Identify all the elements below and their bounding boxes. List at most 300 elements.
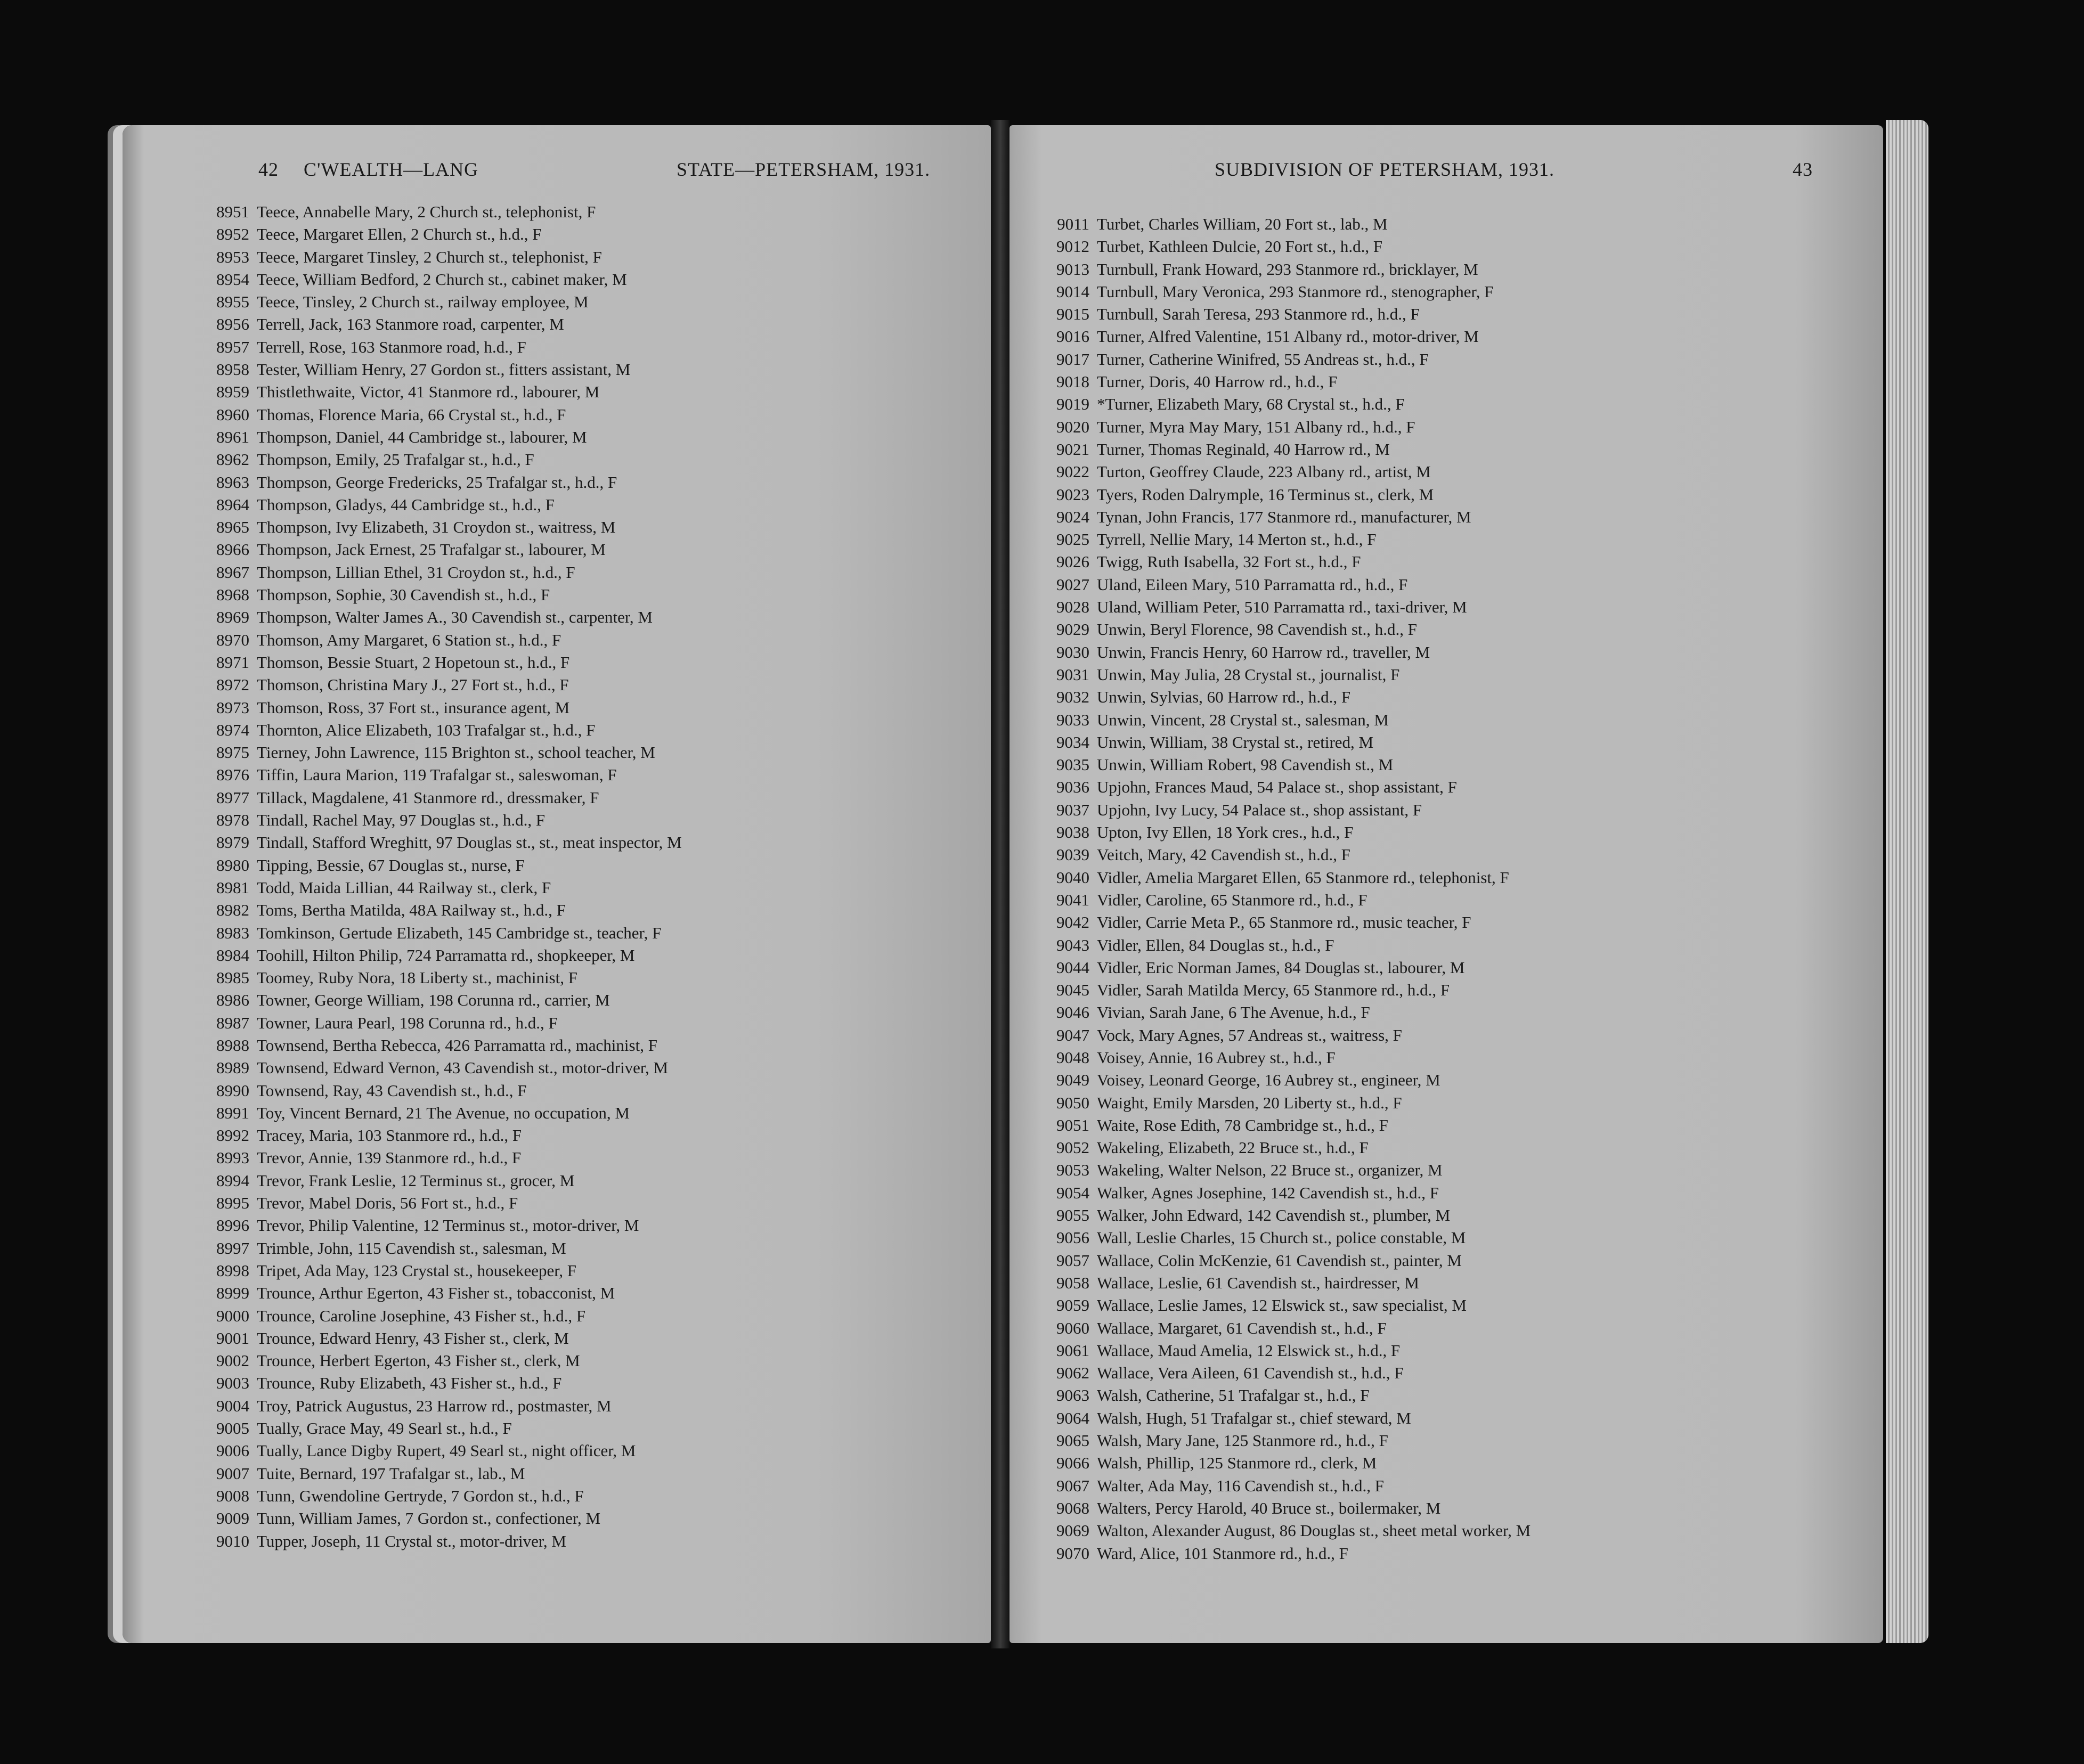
- book-gutter: [991, 120, 1010, 1648]
- entry-number: 9036: [1056, 778, 1089, 797]
- entry-number: 9001: [216, 1328, 249, 1348]
- list-item: [1041, 799, 1883, 821]
- list-item: [1041, 551, 1883, 573]
- entry-text: Tuite, Bernard, 197 Trafalgar st., lab., M: [257, 1464, 525, 1483]
- list-item: [201, 1124, 991, 1147]
- list-item: [1041, 889, 1883, 911]
- entry-text: Thompson, Daniel, 44 Cambridge st., labourer, M: [257, 427, 587, 446]
- entry-number: 8984: [216, 945, 249, 965]
- list-item: [201, 651, 991, 674]
- left-page: [123, 125, 991, 1643]
- list-item: [201, 1463, 991, 1485]
- entry-text: Turner, Alfred Valentine, 151 Albany rd., motor-driver, M: [1097, 327, 1479, 346]
- entry-number: 8987: [216, 1013, 249, 1032]
- list-item: [1041, 574, 1883, 596]
- entry-number: 9070: [1056, 1544, 1089, 1563]
- entry-number: 8957: [216, 337, 249, 356]
- entry-number: 9054: [1056, 1183, 1089, 1202]
- entry-number: 8969: [216, 608, 249, 627]
- list-item: [201, 1147, 991, 1169]
- list-item: [201, 1012, 991, 1034]
- list-item: [201, 1282, 991, 1304]
- entry-number: 8999: [216, 1284, 249, 1303]
- list-item: [1041, 618, 1883, 641]
- entry-number: 9022: [1056, 462, 1089, 481]
- entry-number: 9059: [1056, 1296, 1089, 1315]
- entry-number: 9061: [1056, 1341, 1089, 1360]
- entry-number: 9037: [1056, 800, 1089, 819]
- entry-text: Thompson, Sophie, 30 Cavendish st., h.d., F: [257, 585, 550, 605]
- list-item: [201, 494, 991, 516]
- list-item: [201, 989, 991, 1011]
- entry-text: Turnbull, Mary Veronica, 293 Stanmore rd., stenographer, F: [1097, 282, 1494, 301]
- list-item: [1041, 1137, 1883, 1159]
- entry-number: 8965: [216, 518, 249, 537]
- entry-text: Turner, Thomas Reginald, 40 Harrow rd., M: [1097, 439, 1390, 459]
- list-item: [1041, 1430, 1883, 1452]
- electoral-roll-list: [1041, 213, 1883, 1565]
- entry-number: 8961: [216, 427, 249, 446]
- entry-text: Thompson, Jack Ernest, 25 Trafalgar st., labourer, M: [257, 540, 606, 559]
- list-item: [201, 764, 991, 786]
- list-item: [201, 1395, 991, 1417]
- entry-text: Waight, Emily Marsden, 20 Liberty st., h.d., F: [1097, 1093, 1402, 1112]
- entry-number: 8986: [216, 991, 249, 1010]
- entry-text: Thistlethwaite, Victor, 41 Stanmore rd., labourer, M: [257, 382, 600, 402]
- entry-number: 9013: [1056, 259, 1089, 279]
- entry-number: 9029: [1056, 620, 1089, 639]
- list-item: [201, 336, 991, 358]
- header-title: SUBDIVISION OF PETERSHAM, 1931.: [1215, 159, 1555, 180]
- list-item: [201, 967, 991, 989]
- entry-text: Turner, Myra May Mary, 151 Albany rd., h.d., F: [1097, 417, 1415, 436]
- electoral-roll-list: [201, 201, 991, 1553]
- entry-text: Tester, William Henry, 27 Gordon st., fitters assistant, M: [257, 360, 631, 379]
- list-item: [201, 697, 991, 719]
- list-item: [201, 899, 991, 921]
- entry-number: 9062: [1056, 1363, 1089, 1383]
- entry-text: Tyrrell, Nellie Mary, 14 Merton st., h.d., F: [1097, 530, 1377, 549]
- list-item: [1041, 1317, 1883, 1340]
- entry-number: 9047: [1056, 1025, 1089, 1044]
- entry-number: 9033: [1056, 710, 1089, 729]
- entry-number: 8990: [216, 1081, 249, 1100]
- list-item: [201, 1305, 991, 1327]
- entry-number: 8996: [216, 1216, 249, 1235]
- entry-number: 8998: [216, 1261, 249, 1280]
- entry-text: Tunn, William James, 7 Gordon st., confectioner, M: [257, 1509, 601, 1528]
- list-item: [1041, 258, 1883, 281]
- entry-number: 9040: [1056, 868, 1089, 887]
- entry-number: 9038: [1056, 823, 1089, 842]
- list-item: [201, 1170, 991, 1192]
- entry-text: Teece, Annabelle Mary, 2 Church st., telephonist, F: [257, 202, 596, 221]
- list-item: [201, 1350, 991, 1372]
- entry-text: Tupper, Joseph, 11 Crystal st., motor-driver, M: [257, 1531, 566, 1550]
- entry-number: 8977: [216, 788, 249, 807]
- entry-number: 8972: [216, 675, 249, 695]
- entry-text: Walsh, Mary Jane, 125 Stanmore rd., h.d., F: [1097, 1431, 1388, 1450]
- entry-text: Trounce, Edward Henry, 43 Fisher st., clerk, M: [257, 1328, 569, 1348]
- list-item: [1041, 979, 1883, 1001]
- list-item: [1041, 1452, 1883, 1474]
- entry-text: Uland, Eileen Mary, 510 Parramatta rd., h.d., F: [1097, 575, 1408, 594]
- list-item: [201, 471, 991, 494]
- list-item: [1041, 303, 1883, 325]
- entry-text: Tomkinson, Gertude Elizabeth, 145 Cambridge st., teacher, F: [257, 923, 662, 942]
- entry-text: Trounce, Arthur Egerton, 43 Fisher st., tobacconist, M: [257, 1284, 615, 1303]
- entry-text: Unwin, May Julia, 28 Crystal st., journalist, F: [1097, 665, 1400, 684]
- entry-number: 9067: [1056, 1476, 1089, 1495]
- entry-number: 8991: [216, 1103, 249, 1122]
- entry-text: Trevor, Annie, 139 Stanmore rd., h.d., F: [257, 1148, 522, 1167]
- entry-text: Tyers, Roden Dalrymple, 16 Terminus st., clerk, M: [1097, 485, 1434, 504]
- entry-number: 8958: [216, 360, 249, 379]
- entry-text: Teece, William Bedford, 2 Church st., cabinet maker, M: [257, 270, 627, 289]
- entry-text: Upjohn, Frances Maud, 54 Palace st., shop assistant, F: [1097, 778, 1457, 797]
- list-item: [201, 1260, 991, 1282]
- entry-number: 9027: [1056, 575, 1089, 594]
- list-item: [201, 1440, 991, 1462]
- list-item: [201, 313, 991, 336]
- entry-number: 9015: [1056, 305, 1089, 324]
- list-item: [1041, 325, 1883, 348]
- entry-number: 9025: [1056, 530, 1089, 549]
- list-item: [201, 809, 991, 831]
- entry-number: 8954: [216, 270, 249, 289]
- entry-text: Teece, Tinsley, 2 Church st., railway employee, M: [257, 292, 589, 312]
- entry-number: 8964: [216, 495, 249, 514]
- entry-number: 8976: [216, 765, 249, 785]
- list-item: [1041, 484, 1883, 506]
- list-item: [201, 448, 991, 471]
- entry-text: Turner, Doris, 40 Harrow rd., h.d., F: [1097, 372, 1338, 391]
- right-page-header: [1010, 158, 1883, 190]
- entry-number: 9049: [1056, 1071, 1089, 1090]
- entry-text: Voisey, Leonard George, 16 Aubrey st., engineer, M: [1097, 1071, 1440, 1090]
- entry-number: 8985: [216, 968, 249, 987]
- list-item: [1041, 844, 1883, 866]
- page-number: 42: [258, 159, 279, 180]
- list-item: [1041, 393, 1883, 415]
- entry-number: 9035: [1056, 755, 1089, 774]
- entry-number: 8966: [216, 540, 249, 559]
- entry-text: Wakeling, Walter Nelson, 22 Bruce st., organizer, M: [1097, 1161, 1443, 1180]
- entry-text: Turton, Geoffrey Claude, 223 Albany rd., artist, M: [1097, 462, 1431, 481]
- list-item: [1041, 1497, 1883, 1520]
- entry-text: Vock, Mary Agnes, 57 Andreas st., waitress, F: [1097, 1025, 1402, 1044]
- list-item: [1041, 528, 1883, 551]
- entry-text: Unwin, Francis Henry, 60 Harrow rd., traveller, M: [1097, 642, 1430, 662]
- list-item: [1041, 1407, 1883, 1430]
- list-item: [201, 1214, 991, 1237]
- list-item: [201, 426, 991, 448]
- list-item: [201, 1530, 991, 1553]
- list-item: [201, 1327, 991, 1350]
- entry-number: 8960: [216, 405, 249, 424]
- list-item: [201, 1034, 991, 1057]
- list-item: [201, 1192, 991, 1214]
- entry-number: 8994: [216, 1171, 249, 1190]
- entry-text: Tunn, Gwendoline Gertryde, 7 Gordon st., h.d., F: [257, 1486, 584, 1505]
- entry-text: Upton, Ivy Ellen, 18 York cres., h.d., F: [1097, 823, 1354, 842]
- entry-text: Walsh, Hugh, 51 Trafalgar st., chief steward, M: [1097, 1408, 1411, 1427]
- entry-text: Townsend, Bertha Rebecca, 426 Parramatta rd., machinist, F: [257, 1035, 657, 1055]
- entry-number: 9010: [216, 1531, 249, 1550]
- list-item: [201, 381, 991, 403]
- list-item: [1041, 371, 1883, 393]
- entry-text: Thompson, Walter James A., 30 Cavendish st., carpenter, M: [257, 608, 653, 627]
- list-item: [1041, 957, 1883, 979]
- entry-text: Thompson, Lillian Ethel, 31 Croydon st., h.d., F: [257, 562, 575, 582]
- list-item: [1041, 1114, 1883, 1137]
- entry-text: Tindall, Stafford Wreghitt, 97 Douglas st., st., meat inspector, M: [257, 833, 682, 852]
- list-item: [201, 584, 991, 606]
- entry-number: 9045: [1056, 981, 1089, 1000]
- entry-text: Turner, Catherine Winifred, 55 Andreas st., h.d., F: [1097, 349, 1429, 369]
- entry-text: Wakeling, Elizabeth, 22 Bruce st., h.d., F: [1097, 1138, 1369, 1157]
- list-item: [1041, 821, 1883, 844]
- entry-text: Wallace, Colin McKenzie, 61 Cavendish st., painter, M: [1097, 1251, 1462, 1270]
- entry-text: Thompson, Emily, 25 Trafalgar st., h.d., F: [257, 450, 534, 469]
- entry-number: 9020: [1056, 417, 1089, 436]
- entry-number: 8993: [216, 1148, 249, 1167]
- entry-number: 9008: [216, 1486, 249, 1505]
- entry-text: Vidler, Sarah Matilda Mercy, 65 Stanmore rd., h.d., F: [1097, 981, 1450, 1000]
- entry-text: Voisey, Annie, 16 Aubrey st., h.d., F: [1097, 1048, 1336, 1067]
- list-item: [1041, 596, 1883, 618]
- entry-text: Toms, Bertha Matilda, 48A Railway st., h.d., F: [257, 901, 566, 920]
- list-item: [1041, 709, 1883, 731]
- list-item: [1041, 1250, 1883, 1272]
- entry-text: Unwin, William, 38 Crystal st., retired, M: [1097, 732, 1374, 752]
- entry-number: 9043: [1056, 935, 1089, 954]
- entry-number: 9064: [1056, 1408, 1089, 1427]
- list-item: [1041, 1340, 1883, 1362]
- entry-number: 9050: [1056, 1093, 1089, 1112]
- list-item: [1041, 438, 1883, 461]
- entry-number: 8956: [216, 315, 249, 334]
- entry-text: Tillack, Magdalene, 41 Stanmore rd., dressmaker, F: [257, 788, 599, 807]
- entry-text: Thomas, Florence Maria, 66 Crystal st., h.d., F: [257, 405, 566, 424]
- entry-number: 8955: [216, 292, 249, 312]
- entry-number: 9005: [216, 1419, 249, 1438]
- entry-number: 9044: [1056, 958, 1089, 977]
- list-item: [1041, 1047, 1883, 1069]
- list-item: [201, 223, 991, 246]
- list-item: [1041, 416, 1883, 438]
- entry-text: Walters, Percy Harold, 40 Bruce st., boilermaker, M: [1097, 1498, 1441, 1517]
- list-item: [201, 831, 991, 854]
- entry-number: 9028: [1056, 598, 1089, 617]
- entry-text: Wallace, Vera Aileen, 61 Cavendish st., h.d., F: [1097, 1363, 1404, 1383]
- page-number: 43: [1793, 159, 1813, 180]
- entry-text: Toy, Vincent Bernard, 21 The Avenue, no occupation, M: [257, 1103, 630, 1122]
- list-item: [1041, 1159, 1883, 1181]
- entry-number: 9000: [216, 1306, 249, 1325]
- entry-number: 8963: [216, 472, 249, 492]
- list-item: [1041, 867, 1883, 889]
- entry-number: 9052: [1056, 1138, 1089, 1157]
- list-item: [201, 674, 991, 696]
- list-item: [1041, 1294, 1883, 1317]
- entry-text: Toomey, Ruby Nora, 18 Liberty st., machinist, F: [257, 968, 577, 987]
- list-item: [1041, 461, 1883, 483]
- entry-number: 8992: [216, 1126, 249, 1145]
- list-item: [201, 1102, 991, 1124]
- list-item: [1041, 754, 1883, 776]
- entry-text: Walton, Alexander August, 86 Douglas st., sheet metal worker, M: [1097, 1521, 1531, 1540]
- entry-text: Teece, Margaret Ellen, 2 Church st., h.d., F: [257, 225, 542, 244]
- entry-number: 8988: [216, 1035, 249, 1055]
- entry-text: Thornton, Alice Elizabeth, 103 Trafalgar st., h.d., F: [257, 720, 596, 739]
- entry-text: Turbet, Charles William, 20 Fort st., lab., M: [1097, 215, 1388, 233]
- entry-number: 8952: [216, 225, 249, 244]
- entry-text: Vidler, Caroline, 65 Stanmore rd., h.d., F: [1097, 890, 1367, 909]
- entry-text: Turnbull, Frank Howard, 293 Stanmore rd., bricklayer, M: [1097, 259, 1478, 279]
- page-stack-edge: [1886, 120, 1928, 1643]
- entry-text: Townsend, Ray, 43 Cavendish st., h.d., F: [257, 1081, 527, 1100]
- list-item: [201, 291, 991, 313]
- entry-text: Vidler, Ellen, 84 Douglas st., h.d., F: [1097, 935, 1334, 954]
- entry-text: Tierney, John Lawrence, 115 Brighton st., school teacher, M: [257, 743, 655, 762]
- entry-number: 8971: [216, 652, 249, 672]
- entry-number: 8983: [216, 923, 249, 942]
- entry-number: 8951: [216, 202, 249, 221]
- entry-text: Unwin, Beryl Florence, 98 Cavendish st., h.d., F: [1097, 620, 1418, 639]
- list-item: [201, 787, 991, 809]
- list-item: [201, 922, 991, 944]
- list-item: [201, 944, 991, 967]
- entry-number: 8975: [216, 743, 249, 762]
- entry-number: 9009: [216, 1509, 249, 1528]
- list-item: [201, 741, 991, 764]
- entry-number: 8974: [216, 720, 249, 739]
- entry-number: 9032: [1056, 688, 1089, 707]
- entry-number: 9014: [1056, 282, 1089, 301]
- list-item: [1041, 1272, 1883, 1294]
- entry-number: 8959: [216, 382, 249, 402]
- entry-text: Tindall, Rachel May, 97 Douglas st., h.d., F: [257, 811, 546, 830]
- entry-number: 9034: [1056, 732, 1089, 752]
- entry-number: 9026: [1056, 552, 1089, 571]
- entry-number: 9002: [216, 1351, 249, 1370]
- entry-text: Thompson, Ivy Elizabeth, 31 Croydon st., waitress, M: [257, 518, 616, 537]
- list-item: [1041, 1475, 1883, 1497]
- entry-number: 9004: [216, 1396, 249, 1415]
- entry-text: Turbet, Kathleen Dulcie, 20 Fort st., h.d., F: [1097, 237, 1383, 256]
- entry-text: Tynan, John Francis, 177 Stanmore rd., manufacturer, M: [1097, 507, 1471, 526]
- entry-number: 8967: [216, 562, 249, 582]
- entry-text: Walker, Agnes Josephine, 142 Cavendish st., h.d., F: [1097, 1183, 1439, 1202]
- entry-text: Tually, Grace May, 49 Searl st., h.d., F: [257, 1419, 512, 1438]
- entry-number: 8980: [216, 855, 249, 875]
- entry-text: Unwin, William Robert, 98 Cavendish st., M: [1097, 755, 1394, 774]
- entry-number: 8978: [216, 811, 249, 830]
- entry-number: 9012: [1056, 237, 1089, 256]
- list-item: [201, 719, 991, 741]
- entry-number: 8989: [216, 1058, 249, 1077]
- entry-text: Towner, George William, 198 Corunna rd., carrier, M: [257, 991, 610, 1010]
- entry-text: Teece, Margaret Tinsley, 2 Church st., telephonist, F: [257, 247, 602, 266]
- entry-text: Tiffin, Laura Marion, 119 Trafalgar st., saleswoman, F: [257, 765, 617, 785]
- list-item: [201, 1237, 991, 1260]
- list-item: [201, 606, 991, 628]
- entry-text: Towner, Laura Pearl, 198 Corunna rd., h.d., F: [257, 1013, 558, 1032]
- list-item: [1041, 1384, 1883, 1407]
- entry-number: 9066: [1056, 1453, 1089, 1473]
- entry-text: Veitch, Mary, 42 Cavendish st., h.d., F: [1097, 845, 1350, 864]
- entry-text: Thomson, Amy Margaret, 6 Station st., h.d., F: [257, 630, 561, 649]
- entry-text: Townsend, Edward Vernon, 43 Cavendish st., motor-driver, M: [257, 1058, 669, 1077]
- list-item: [1041, 506, 1883, 528]
- entry-text: Todd, Maida Lillian, 44 Railway st., clerk, F: [257, 878, 551, 897]
- entry-text: Vidler, Amelia Margaret Ellen, 65 Stanmore rd., telephonist, F: [1097, 868, 1509, 887]
- entry-number: 8995: [216, 1194, 249, 1213]
- entry-text: Walker, John Edward, 142 Cavendish st., plumber, M: [1097, 1206, 1451, 1225]
- entry-text: Tripet, Ada May, 123 Crystal st., housekeeper, F: [257, 1261, 577, 1280]
- entry-number: 8970: [216, 630, 249, 649]
- list-item: [1041, 1204, 1883, 1227]
- entry-text: Thomson, Christina Mary J., 27 Fort st., h.d., F: [257, 675, 569, 695]
- entry-number: 9048: [1056, 1048, 1089, 1067]
- entry-text: Trevor, Philip Valentine, 12 Terminus st., motor-driver, M: [257, 1216, 639, 1235]
- entry-number: 9041: [1056, 890, 1089, 909]
- entry-text: Wall, Leslie Charles, 15 Church st., police constable, M: [1097, 1228, 1466, 1247]
- entry-number: 9024: [1056, 507, 1089, 526]
- entry-number: 9046: [1056, 1003, 1089, 1022]
- list-item: [201, 877, 991, 899]
- entry-number: 9011: [1057, 215, 1089, 233]
- entry-text: Walsh, Phillip, 125 Stanmore rd., clerk, M: [1097, 1453, 1377, 1473]
- list-item: [1041, 348, 1883, 371]
- list-item: [201, 1080, 991, 1102]
- header-title: C'WEALTH—LANG: [304, 159, 479, 180]
- list-item: [201, 561, 991, 584]
- entry-text: Wallace, Leslie, 61 Cavendish st., hairdresser, M: [1097, 1273, 1419, 1292]
- entry-text: Wallace, Margaret, 61 Cavendish st., h.d., F: [1097, 1318, 1387, 1337]
- entry-number: 9051: [1056, 1115, 1089, 1134]
- list-item: [1041, 1069, 1883, 1091]
- entry-text: Turnbull, Sarah Teresa, 293 Stanmore rd., h.d., F: [1097, 305, 1420, 324]
- entry-text: Unwin, Sylvias, 60 Harrow rd., h.d., F: [1097, 688, 1351, 707]
- list-item: [1041, 776, 1883, 798]
- entry-text: Waite, Rose Edith, 78 Cambridge st., h.d., F: [1097, 1115, 1388, 1134]
- list-item: [201, 854, 991, 877]
- right-page: [1010, 125, 1883, 1643]
- list-item: [201, 1485, 991, 1507]
- list-item: [1041, 664, 1883, 686]
- entry-text: Tipping, Bessie, 67 Douglas st., nurse, F: [257, 855, 525, 875]
- entry-text: Thompson, Gladys, 44 Cambridge st., h.d., F: [257, 495, 555, 514]
- entry-number: 9056: [1056, 1228, 1089, 1247]
- list-item: [1041, 1542, 1883, 1565]
- list-item: [1041, 1227, 1883, 1249]
- list-item: [1041, 1362, 1883, 1384]
- entry-number: 9030: [1056, 642, 1089, 662]
- entry-number: 9068: [1056, 1498, 1089, 1517]
- entry-text: Twigg, Ruth Isabella, 32 Fort st., h.d., F: [1097, 552, 1361, 571]
- entry-text: Terrell, Rose, 163 Stanmore road, h.d., F: [257, 337, 526, 356]
- entry-number: 9023: [1056, 485, 1089, 504]
- entry-text: Walsh, Catherine, 51 Trafalgar st., h.d., F: [1097, 1386, 1370, 1405]
- list-item: [201, 358, 991, 381]
- entry-text: Trimble, John, 115 Cavendish st., salesman, M: [257, 1238, 566, 1257]
- list-item: [201, 1057, 991, 1079]
- list-item: [201, 268, 991, 291]
- entry-text: Trounce, Caroline Josephine, 43 Fisher st., h.d., F: [257, 1306, 586, 1325]
- entry-number: 8968: [216, 585, 249, 605]
